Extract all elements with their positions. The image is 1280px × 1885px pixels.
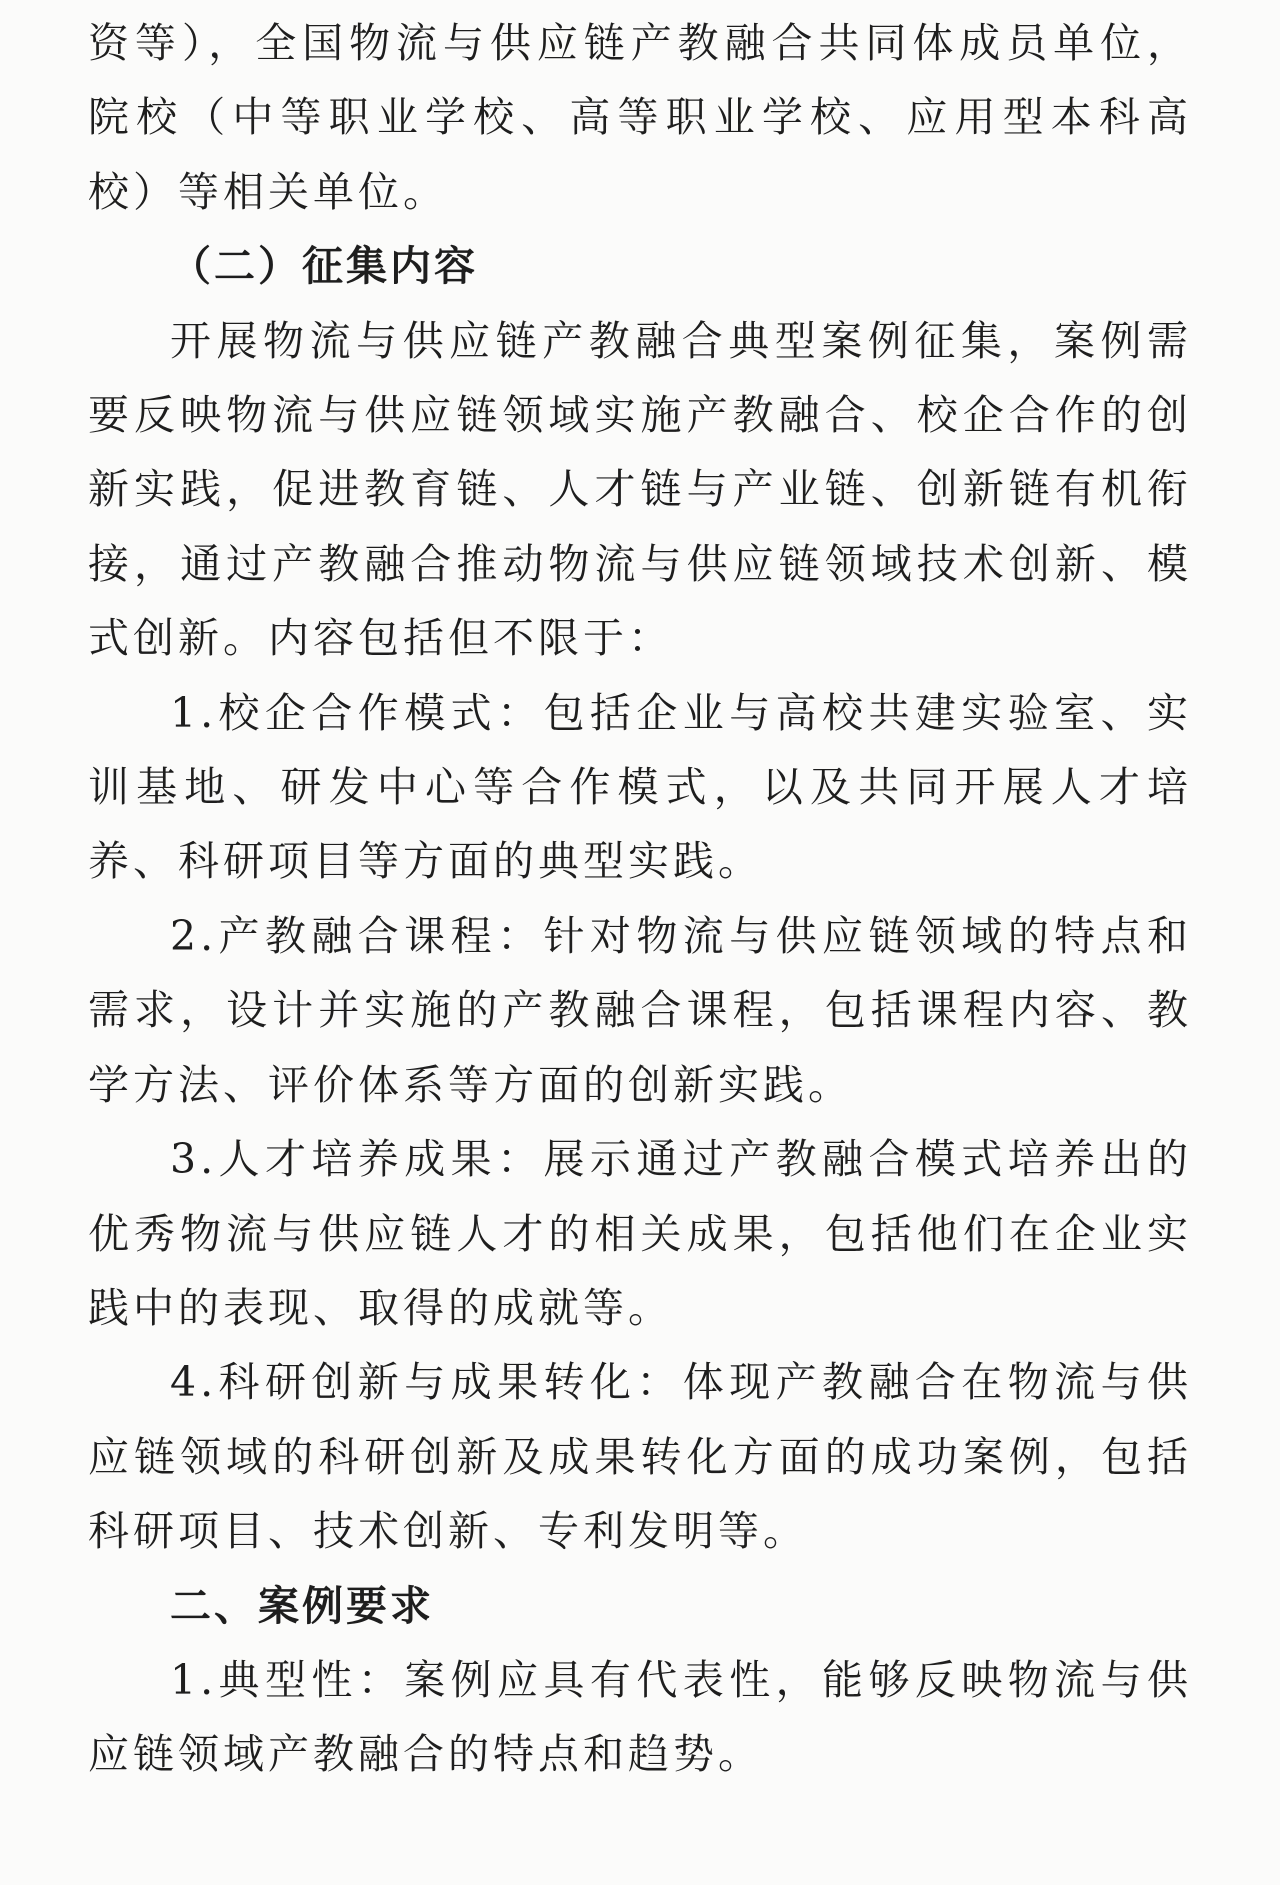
list-item: 4.科研创新与成果转化：体现产教融合在物流与供应链领域的科研创新及成果转化方面的成功案例，包括科研项目、技术创新、专利发明等。 [88,1358,1192,1556]
list-item: 3.人才培养成果：展示通过产教融合模式培养出的优秀物流与供应链人才的相关成果，包括他们在企业实践中的表现、取得的成就等。 [88,1135,1192,1332]
requirement-item: 1.典型性：案例应具有代表性，能够反映物流与供应链领域产教融合的特点和趋势。 [88,1655,1192,1779]
section-heading-case-requirements: 二、案例要求 [170,1581,434,1630]
section-body-collection-content: 开展物流与供应链产教融合典型案例征集，案例需要反映物流与供应链领域实施产教融合、校企合作的创新实践，促进教育链、人才链与产业链、创新链有机衔接，通过产教融合推动物流与供应链领域技术创新、模式创新。内容包括但不限于： [88,316,1192,663]
intro-paragraph: 资等），全国物流与供应链产教融合共同体成员单位，院校（中等职业学校、高等职业学校、应用型本科高校）等相关单位。 [88,19,1192,216]
list-item: 2.产教融合课程：针对物流与供应链领域的特点和需求，设计并实施的产教融合课程，包括课程内容、教学方法、评价体系等方面的创新实践。 [88,911,1192,1109]
document-body [88,6,1192,1792]
list-item: 1.校企合作模式：包括企业与高校共建实验室、实训基地、研发中心等合作模式，以及共同开展人才培养、科研项目等方面的典型实践。 [88,688,1192,886]
section-heading-collection-content: （二）征集内容 [170,242,478,291]
